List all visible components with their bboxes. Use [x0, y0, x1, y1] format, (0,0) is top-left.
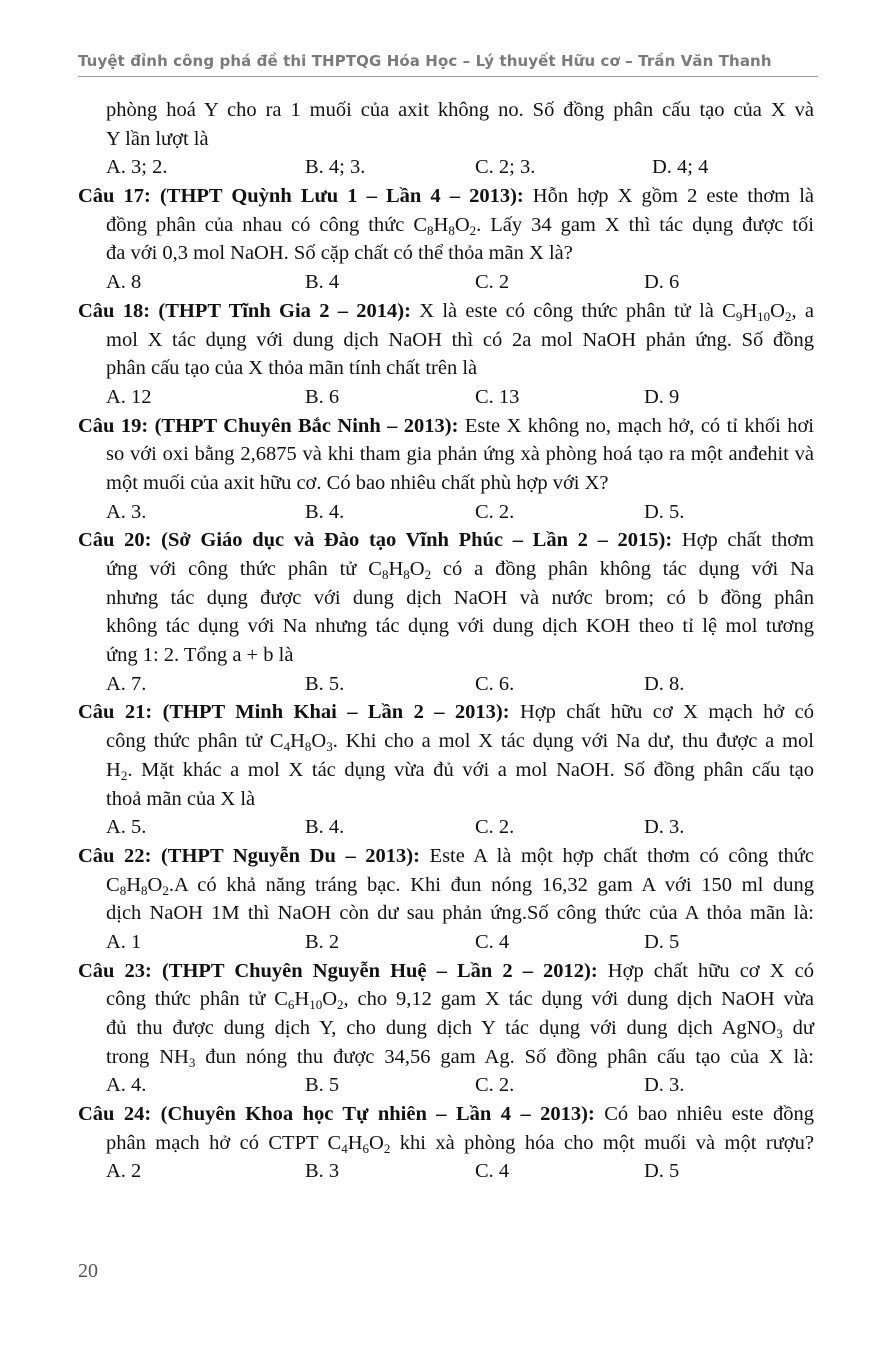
- option-b: B. 3: [305, 1160, 340, 1183]
- option-c: C. 4: [475, 930, 510, 953]
- question-source: : (THPT Chuyên Nguyễn Huệ – Lần 2 – 2012):: [145, 959, 598, 982]
- answer-options: [78, 670, 814, 699]
- answer-options: [78, 268, 814, 297]
- question-text: đồng phân của nhau có công thức $C_8H_8O_2$. Lấy 34 gam X thì tác dụng được tối: [106, 213, 815, 238]
- option-b: B. 4.: [305, 816, 345, 839]
- answer-options: [78, 153, 814, 182]
- option-d: D. 3.: [644, 1074, 685, 1097]
- question-text: Y lần lượt là: [106, 127, 209, 150]
- question-19: [78, 412, 814, 527]
- question-23: [78, 957, 814, 1100]
- option-d: D. 6: [644, 271, 680, 294]
- question-18: [78, 297, 814, 412]
- option-d: D. 5.: [644, 500, 685, 523]
- option-d: D. 4; 4: [652, 156, 709, 179]
- option-c: C. 6.: [475, 672, 515, 695]
- page-number: 20: [78, 1260, 98, 1282]
- question-text: thoả mãn của X là: [106, 787, 256, 810]
- option-c: C. 2: [475, 271, 510, 294]
- option-b: B. 5.: [305, 672, 345, 695]
- option-a: A. 2: [106, 1160, 142, 1183]
- option-a: A. 3.: [106, 500, 147, 523]
- answer-options: [78, 928, 814, 957]
- question-text: ứng 1: 2. Tổng a + b là: [106, 644, 294, 667]
- option-a: A. 3; 2.: [106, 156, 168, 179]
- question-text: phân mạch hở có CTPT $C_4H_6O_2$ khi xà phòng hóa cho một muối và một rượu?: [106, 1131, 814, 1156]
- option-a: A. 7.: [106, 672, 147, 695]
- question-source: : (Chuyên Khoa học Tự nhiên – Lần 4 – 2013):: [144, 1103, 595, 1126]
- option-c: C. 2.: [475, 1074, 515, 1097]
- question-heading: Câu 24: [78, 1103, 145, 1126]
- answer-options: [78, 1071, 814, 1100]
- answer-options: [78, 383, 814, 412]
- question-heading: Câu 22: [78, 844, 145, 867]
- question-text: $C_8H_8O_2.A$ có khả năng tráng bạc. Khi đun nóng 16,32 gam A với 150 ml dung: [106, 873, 814, 898]
- question-text: không tác dụng với Na nhưng tác dụng với dung dịch KOH theo tỉ lệ mol tương: [106, 615, 814, 638]
- option-a: A. 5.: [106, 816, 147, 839]
- question-text: Câu 23: (THPT Chuyên Nguyễn Huệ – Lần 2 – 2012): Hợp chất hữu cơ X có: [78, 959, 814, 982]
- question-24: [78, 1100, 814, 1186]
- option-d: D. 8.: [644, 672, 685, 695]
- question-text: đa với 0,3 mol NaOH. Số cặp chất có thể thỏa mãn X là?: [106, 242, 573, 265]
- option-b: B. 4: [305, 271, 340, 294]
- question-text: Câu 20: (Sở Giáo dục và Đào tạo Vĩnh Phúc – Lần 2 – 2015): Hợp chất thơm: [78, 529, 814, 552]
- option-a: A. 1: [106, 930, 142, 953]
- option-c: C. 13: [475, 385, 520, 408]
- question-text: mol X tác dụng với dung dịch NaOH thì có 2a mol NaOH phản ứng. Số đồng: [106, 328, 814, 351]
- question-heading: Câu 21: (THPT Minh Khai – Lần 2 – 2013):: [78, 701, 510, 724]
- question-heading: Câu 17: (THPT Quỳnh Lưu 1 – Lần 4 – 2013):: [78, 185, 524, 208]
- question-text: Câu 18: (THPT Tĩnh Gia 2 – 2014): X là este có công thức phân tử là $C_9H_{10}O_2$, a: [78, 299, 814, 324]
- question-text: phân cấu tạo của X thỏa mãn tính chất trên là: [106, 357, 478, 380]
- question-text: đủ thu được dung dịch Y, cho dung dịch Y tác dụng với dung dịch AgNO$_3$ dư: [106, 1017, 814, 1041]
- option-b: B. 5: [305, 1074, 340, 1097]
- question-text: Câu 24: (Chuyên Khoa học Tự nhiên – Lần 4 – 2013): Có bao nhiêu este đồng: [78, 1103, 814, 1126]
- question-text: Câu 21: (THPT Minh Khai – Lần 2 – 2013): Hợp chất hữu cơ X mạch hở có: [78, 701, 814, 724]
- option-d: D. 9: [644, 385, 680, 408]
- question-text: ứng với công thức phân tử $C_8H_8O_2$ có a đồng phân không tác dụng với Na: [106, 558, 814, 582]
- question-text: nhưng tác dụng được với dung dịch NaOH và nước brom; có b đồng phân: [106, 586, 814, 609]
- option-c: C. 2.: [475, 816, 515, 839]
- question-text: phòng hoá Y cho ra 1 muối của axit không no. Số đồng phân cấu tạo của X và: [106, 99, 814, 121]
- question-text: công thức phân tử $C_4H_8O_3$. Khi cho a mol X tác dụng với Na dư, thu được a mol: [106, 730, 814, 755]
- question-heading: Câu 20: (Sở Giáo dục và Đào tạo Vĩnh Phúc – Lần 2 – 2015):: [78, 529, 673, 552]
- question-text: công thức phân tử $C_6H_{10}O_2$, cho 9,12 gam X tác dụng với dung dịch NaOH vừa: [106, 988, 814, 1013]
- question-text: Câu 22: (THPT Nguyễn Du – 2013): Este A là một hợp chất thơm có công thức: [78, 844, 814, 867]
- answer-options: [78, 813, 814, 842]
- question-21: [78, 698, 814, 841]
- question-heading: Câu 18:: [78, 299, 151, 322]
- question-heading: Câu 23: [78, 959, 146, 982]
- question-20: [78, 526, 814, 698]
- question-16-continued: [78, 96, 814, 182]
- question-source: (THPT Tĩnh Gia 2 – 2014):: [150, 299, 411, 322]
- question-text: $H_2$. Mặt khác a mol X tác dụng vừa đủ với a mol NaOH. Số đồng phân cấu tạo: [106, 758, 814, 783]
- question-source: : (THPT Nguyễn Du – 2013):: [144, 844, 420, 867]
- question-text: trong $NH_3$ đun nóng thu được 34,56 gam Ag. Số đồng phân cấu tạo của X là:: [106, 1045, 815, 1070]
- option-a: A. 4.: [106, 1074, 147, 1097]
- answer-options: [78, 498, 814, 527]
- question-22: [78, 842, 814, 957]
- option-b: B. 2: [305, 930, 340, 953]
- question-list: [78, 96, 814, 1186]
- option-d: D. 5: [644, 930, 680, 953]
- question-17: [78, 182, 814, 297]
- question-text: Câu 19: (THPT Chuyên Bắc Ninh – 2013): Este X không no, mạch hở, có tỉ khối hơi: [78, 414, 814, 437]
- question-text: Câu 17: (THPT Quỳnh Lưu 1 – Lần 4 – 2013): Hỗn hợp X gồm 2 este thơm là: [78, 185, 814, 208]
- option-c: C. 4: [475, 1160, 510, 1183]
- option-d: D. 5: [644, 1160, 680, 1183]
- option-b: B. 4; 3.: [305, 156, 366, 179]
- option-b: B. 6: [305, 385, 340, 408]
- option-d: D. 3.: [644, 816, 685, 839]
- question-text: một muối của axit hữu cơ. Có bao nhiêu chất phù hợp với X?: [106, 471, 609, 494]
- running-header: Tuyệt đỉnh công phá đề thi THPTQG Hóa Học – Lý thuyết Hữu cơ – Trần Văn Thanh: [78, 52, 818, 77]
- option-a: A. 12: [106, 385, 152, 408]
- answer-options: [78, 1157, 814, 1186]
- option-b: B. 4.: [305, 500, 345, 523]
- question-text: dịch NaOH 1M thì NaOH còn dư sau phản ứng.Số công thức của A thỏa mãn là:: [106, 902, 814, 925]
- option-a: A. 8: [106, 271, 142, 294]
- question-heading: Câu 19: (THPT Chuyên Bắc Ninh – 2013):: [78, 414, 459, 437]
- option-c: C. 2.: [475, 500, 515, 523]
- question-text: so với oxi bằng 2,6875 và khi tham gia phản ứng xà phòng hoá tạo ra một anđehit và: [106, 443, 814, 466]
- option-c: C. 2; 3.: [475, 156, 536, 179]
